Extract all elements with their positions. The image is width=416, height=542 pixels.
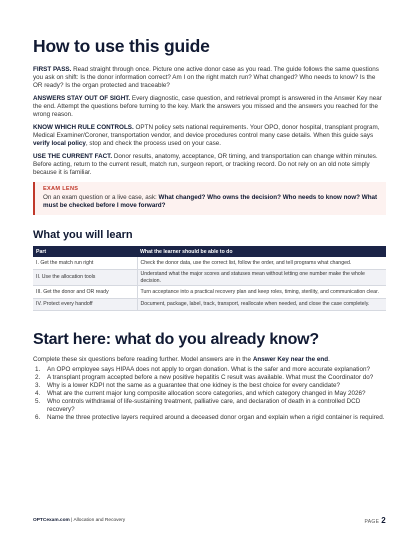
table-cell-goal: Check the donor data, use the correct list, follow the order, and tell programs what changed. [137, 257, 386, 269]
paragraph-text: OPTN policy sets national requirements. Your OPO, donor hospital, transplant program, Medical Examiner/Coroner, transportation vendor, and device procedures control many case details. When this guide says [33, 123, 380, 139]
start-intro [33, 356, 386, 363]
paragraph-rules [33, 124, 386, 148]
footer-source [33, 518, 125, 523]
exam-lens-text [43, 194, 378, 210]
footer-site: OPTCexam.com [33, 517, 70, 523]
page-indicator [365, 516, 386, 525]
list-item [33, 382, 386, 390]
table-row [33, 298, 386, 310]
table-cell-part: I. Get the match run right [33, 257, 137, 269]
footer-section: Allocation and Recovery [73, 517, 126, 523]
question-text: A transplant program accepted before a new positive hepatitis C result was available. What must the Coordinator do? [47, 373, 374, 381]
question-list [33, 366, 386, 423]
page-number: 2 [381, 515, 386, 525]
paragraph-text: Read straight through once. Picture one active donor case as you read. The guide follows the same questions you ask on shift: Is the donor information correct? Am I on the right match run? What changed? Who needs to know? Is the OR ready? Is the organ protected and traceable? [33, 66, 379, 90]
table-cell-part: III. Get the donor and OR ready [33, 286, 137, 298]
question-number: 3. [35, 382, 41, 390]
start-heading: Start here: what do you already know? [33, 330, 319, 348]
page-label: PAGE [364, 518, 380, 525]
table-header-row [33, 246, 386, 257]
list-item [33, 390, 386, 398]
paragraph-lead: ANSWERS STAY OUT OF SIGHT. [33, 94, 131, 102]
paragraph-text: Donor results, anatomy, acceptance, OR timing, and transportation can change within minutes. Before acting, return to the current result, match run, surgeon report, or tracking record. Do not rely on an old note simply because it is familiar. [33, 152, 378, 176]
question-text: Name the three protective layers required around a deceased donor organ and explain when a rigid container is required. [47, 414, 385, 422]
answer-key-ref: Answer Key near the end [252, 355, 329, 363]
table-row [33, 286, 386, 298]
question-text: What are the current major lung composite allocation score categories, and which category changed in May 2026? [47, 390, 366, 398]
question-text: An OPO employee says HIPAA does not apply to organ donation. What is the safer and more accurate explanation? [47, 365, 370, 373]
list-item [33, 398, 386, 414]
paragraph-current-fact [33, 153, 386, 177]
learn-heading: What you will learn [33, 229, 133, 242]
verify-local-policy: verify local policy [33, 139, 86, 147]
paragraph-text: Every diagnostic, case question, and retrieval prompt is answered in the Answer Key near the end. Attempt the questions before turning to the key. Mark the answers you missed and the answers you reached for the wrong reason. [33, 94, 382, 119]
table-cell-goal: Document, package, label, track, transport, reallocate when needed, and close the case completely. [137, 298, 386, 310]
list-item [33, 366, 386, 374]
page-title: How to use this guide [33, 36, 210, 56]
paragraph-first-pass [33, 66, 386, 90]
list-item [33, 374, 386, 382]
column-header-goal: What the learner should be able to do [137, 246, 386, 257]
table-cell-goal: Turn acceptance into a practical recovery plan and keep roles, timing, sterility, and communication clear. [137, 286, 386, 298]
table-cell-goal: Understand what the major scores and statuses mean without letting one number make the whole decision. [137, 269, 386, 285]
question-number: 4. [35, 390, 41, 398]
paragraph-lead: KNOW WHICH RULE CONTROLS. [33, 123, 134, 131]
footer-separator: | [71, 517, 73, 523]
page-footer [33, 512, 386, 528]
table-row [33, 269, 386, 285]
exam-lens-title: EXAM LENS [43, 185, 79, 192]
intro-end: . [328, 355, 330, 363]
exam-lens-prefix: On an exam question or a live case, ask: [43, 193, 159, 201]
column-header-part: Part [33, 246, 137, 257]
paragraph-answers [33, 95, 386, 119]
exam-lens-question: What changed? Who owns the decision? Who needs to know now? What must be checked before I move forward? [43, 193, 378, 209]
question-number: 6. [35, 414, 41, 422]
paragraph-lead: FIRST PASS. [33, 66, 72, 73]
question-text: Who controls withdrawal of life-sustaining treatment, palliative care, and declaration of death in a controlled DCD recovery? [47, 398, 361, 414]
intro-text: Complete these six questions before reading further. Model answers are in the [33, 355, 253, 363]
question-number: 5. [35, 398, 41, 406]
learn-table [33, 246, 386, 311]
table-cell-part: II. Use the allocation tools [33, 269, 137, 285]
list-item [33, 414, 386, 422]
table-row [33, 257, 386, 269]
table-cell-part: IV. Protect every handoff [33, 298, 137, 310]
question-number: 1. [35, 365, 41, 373]
question-text: Why is a lower KDPI not the same as a guarantee that one kidney is the best choice for every candidate? [47, 382, 340, 390]
paragraph-lead: USE THE CURRENT FACT. [33, 152, 113, 160]
paragraph-tail: , stop and check the process used on your case. [85, 139, 221, 147]
exam-lens-callout [33, 182, 386, 215]
question-number: 2. [35, 373, 41, 381]
